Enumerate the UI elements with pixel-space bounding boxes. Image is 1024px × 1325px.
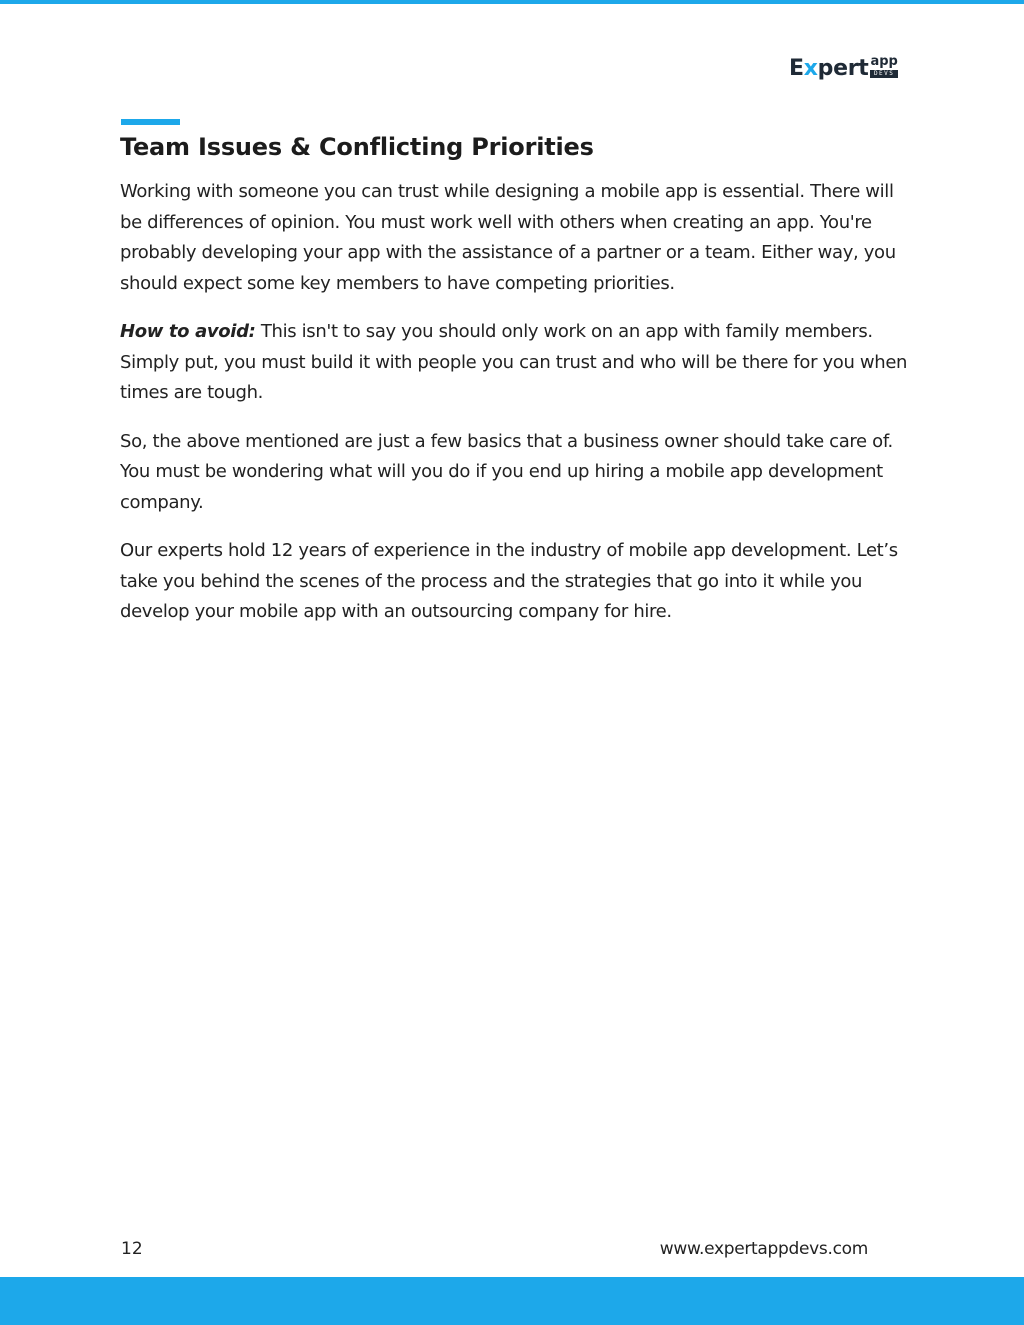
paragraph-experts-experience [120, 536, 910, 628]
page-number: 12 [121, 1239, 143, 1259]
logo-wordmark [789, 56, 868, 82]
section-title: Team Issues & Conflicting Priorities [120, 133, 594, 161]
logo-letters-pert: pert [817, 56, 869, 81]
logo-letter-e: E [789, 56, 804, 81]
paragraph-text: Working with someone you can trust while designing a mobile app is essential. There will be differences of opinion. You must work well with others when creating an app. You're probably developing your app with the assistance of a partner or a team. Either way, you should expect some key members to have competing priorities. [120, 181, 896, 294]
logo-letter-x: x [803, 56, 818, 81]
paragraph-basics-summary [120, 427, 910, 519]
logo-app-text: app [870, 54, 898, 69]
section-accent-bar [121, 119, 180, 125]
paragraph-how-to-avoid [120, 317, 910, 409]
section-body [120, 177, 910, 646]
paragraph-team-issues [120, 177, 910, 299]
paragraph-text: This isn't to say you should only work on an app with family members. Simply put, you must build it with people you can trust and who will be there for you when times are tough. [120, 321, 908, 403]
website-url: www.expertappdevs.com [659, 1239, 868, 1259]
paragraph-text: So, the above mentioned are just a few basics that a business owner should take care of. You must be wondering what will you do if you end up hiring a mobile app development company. [120, 430, 893, 513]
logo-app-devs-stack [870, 56, 897, 78]
top-accent-rule [0, 0, 1024, 4]
how-to-avoid-lead: How to avoid: [120, 321, 256, 342]
bottom-accent-band [0, 1277, 1024, 1325]
logo-devs-text: DEVS [870, 70, 897, 78]
paragraph-text: Our experts hold 12 years of experience in the industry of mobile app development. Let’s take you behind the scenes of the process and the strategies that go into it while you develop your mobile app with an outsourcing company for hire. [120, 540, 898, 622]
expertappdevs-logo [789, 56, 898, 84]
